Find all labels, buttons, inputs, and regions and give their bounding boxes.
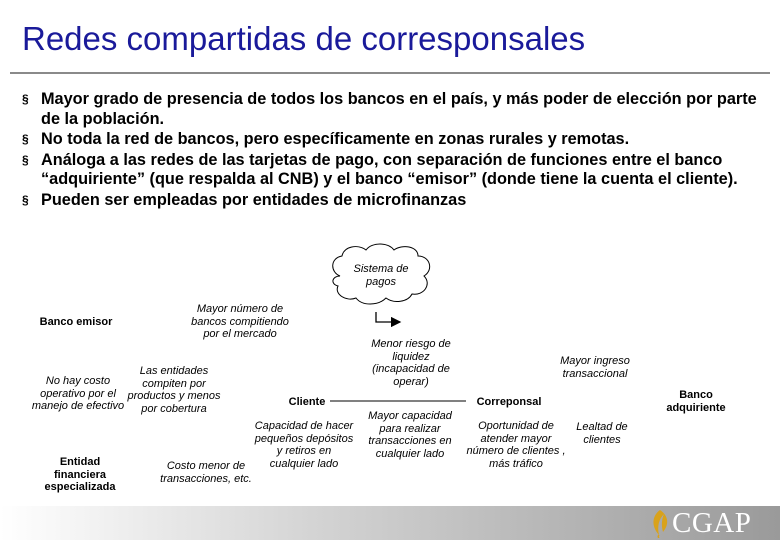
las-entidades-label: Las entidades compiten por productos y menos por cobertura [127, 365, 221, 415]
bullet-marker-icon: § [22, 152, 29, 167]
bullet-marker-icon: § [22, 92, 29, 106]
costo-menor-label: Costo menor de transacciones, etc. [160, 460, 252, 485]
corresponsal-label: Correponsal [476, 396, 542, 408]
entidad-financiera-label: Entidad financiera especializada [44, 456, 116, 494]
cloud-label: Sistema de pagos [353, 263, 409, 288]
mayor-numero-label: Mayor número de bancos compitiendo por el mercado [191, 303, 289, 341]
cliente-label: Cliente [288, 396, 326, 408]
bullet-marker-icon: § [22, 192, 29, 207]
lealtad-label: Lealtad de clientes [576, 421, 628, 446]
cgap-logo [648, 508, 751, 538]
leaf-icon [648, 508, 672, 538]
mayor-ingreso-label: Mayor ingreso transaccional [560, 355, 630, 380]
bullet-text: Pueden ser empleadas por entidades de microfinanzas [41, 190, 467, 209]
oportunidad-label: Oportunidad de atender mayor número de clientes , más tráfico [466, 420, 566, 470]
bullet-text: Mayor grado de presencia de todos los bancos en el país, y más poder de elección por parte de la población. [41, 90, 757, 128]
no-hay-costo-label: No hay costo operativo por el manejo de efectivo [31, 375, 125, 413]
mayor-capacidad-label: Mayor capacidad para realizar transacciones en cualquier lado [368, 410, 452, 460]
menor-riesgo-label: Menor riesgo de liquidez (incapacidad de operar) [371, 338, 451, 388]
bullet-marker-icon: § [22, 132, 29, 146]
capacidad-hacer-label: Capacidad de hacer pequeños depósitos y retiros en cualquier lado [254, 420, 354, 470]
banco-emisor-label: Banco emisor [39, 316, 113, 328]
page-title: Redes compartidas de corresponsales [22, 20, 586, 57]
bullet-text: No toda la red de bancos, pero específicamente en zonas rurales y remotas. [41, 130, 630, 148]
bullet-text: Análoga a las redes de las tarjetas de pago, con separación de funciones entre el banco “adquiriente” (que respalda al CNB) y el banco “emisor” (donde tiene la cuenta el cliente). [41, 150, 738, 188]
cloud-arrow [376, 312, 400, 322]
banco-adquiriente-label: Banco adquiriente [666, 389, 726, 414]
logo-text: CGAP [672, 507, 752, 539]
